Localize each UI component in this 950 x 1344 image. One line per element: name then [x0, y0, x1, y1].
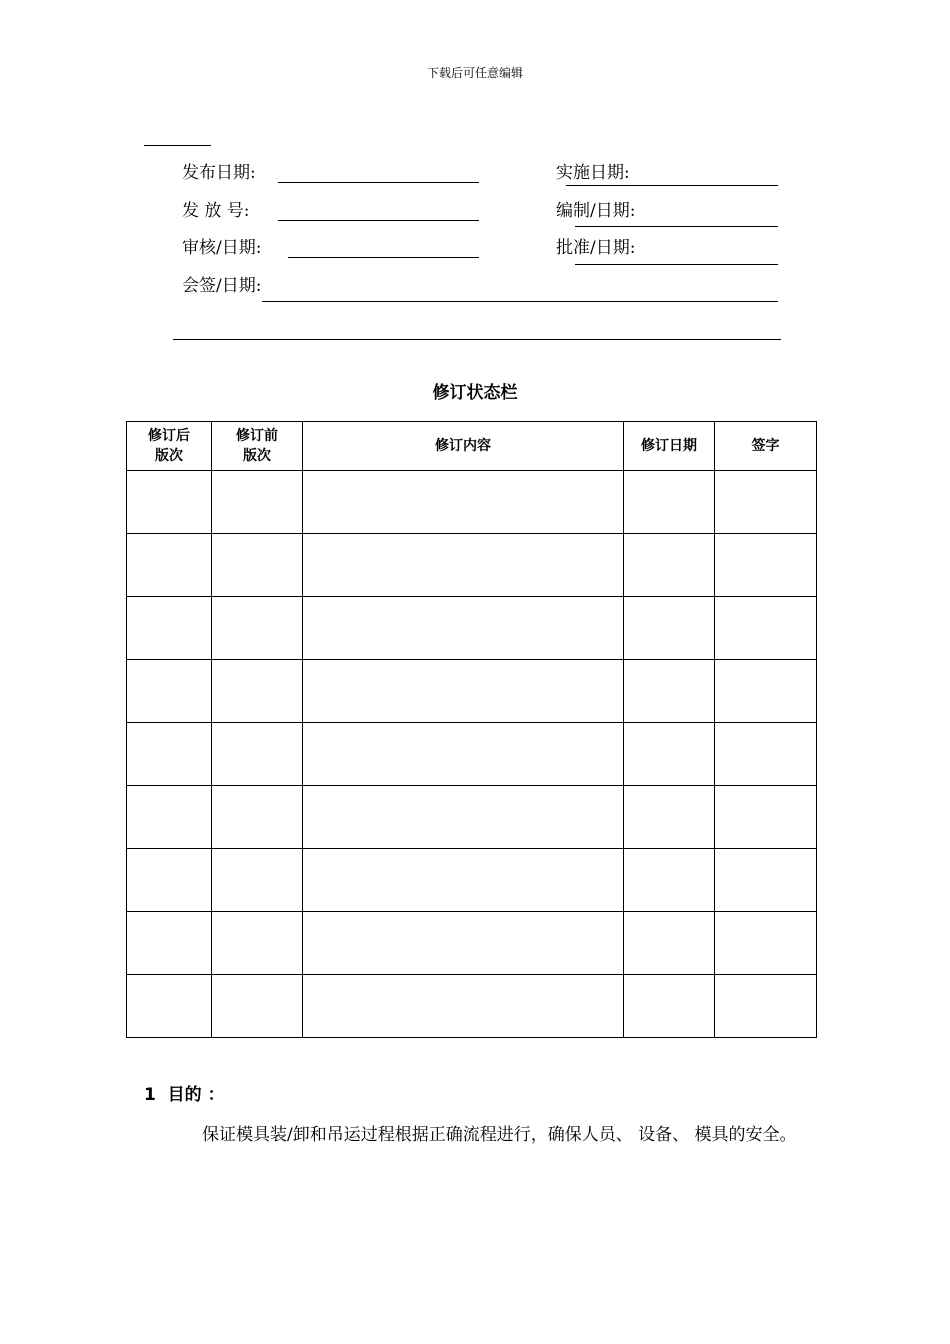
section-1-heading: 1 目的 ： — [144, 1085, 225, 1105]
table-row — [127, 471, 817, 534]
table-cell[interactable] — [127, 723, 212, 786]
table-cell[interactable] — [715, 975, 817, 1038]
reviewed-date-line[interactable] — [288, 257, 479, 258]
table-row — [127, 975, 817, 1038]
table-cell[interactable] — [715, 597, 817, 660]
col-header-after-version — [127, 422, 212, 471]
table-cell[interactable] — [715, 471, 817, 534]
table-cell[interactable] — [212, 660, 303, 723]
table-cell[interactable] — [127, 471, 212, 534]
table-cell[interactable] — [212, 786, 303, 849]
revision-table-body — [127, 471, 817, 1038]
table-cell[interactable] — [303, 534, 624, 597]
table-cell[interactable] — [624, 975, 715, 1038]
table-row — [127, 534, 817, 597]
col-header-date — [624, 422, 715, 471]
table-row — [127, 786, 817, 849]
table-cell[interactable] — [624, 849, 715, 912]
table-cell[interactable] — [303, 849, 624, 912]
table-cell[interactable] — [212, 471, 303, 534]
approved-date-line[interactable] — [575, 264, 778, 265]
col-header-before-version-text: 修订前 版次 — [236, 428, 278, 464]
table-row — [127, 660, 817, 723]
table-cell[interactable] — [127, 786, 212, 849]
prepared-date-line[interactable] — [575, 226, 778, 227]
table-cell[interactable] — [715, 660, 817, 723]
table-cell[interactable] — [127, 912, 212, 975]
table-cell[interactable] — [127, 975, 212, 1038]
table-row — [127, 723, 817, 786]
table-cell[interactable] — [624, 786, 715, 849]
table-cell[interactable] — [212, 723, 303, 786]
countersign-date-line[interactable] — [262, 301, 778, 302]
table-cell[interactable] — [715, 912, 817, 975]
table-cell[interactable] — [624, 534, 715, 597]
issue-number-line[interactable] — [278, 220, 479, 221]
table-cell[interactable] — [624, 471, 715, 534]
table-cell[interactable] — [715, 723, 817, 786]
table-cell[interactable] — [303, 912, 624, 975]
col-header-content — [303, 422, 624, 471]
table-header-row — [127, 422, 817, 471]
prepared-date-label: 编制/日期: — [556, 201, 636, 221]
section-1-body: 保证模具装/卸和吊运过程根据正确流程进行，确保人员、 设备、 模具的安全。 — [202, 1125, 797, 1145]
table-cell[interactable] — [127, 597, 212, 660]
table-cell[interactable] — [624, 912, 715, 975]
table-cell[interactable] — [303, 597, 624, 660]
table-cell[interactable] — [127, 849, 212, 912]
publish-date-line[interactable] — [278, 182, 479, 183]
col-header-after-version-text: 修订后 版次 — [148, 428, 190, 464]
table-cell[interactable] — [127, 660, 212, 723]
table-cell[interactable] — [624, 660, 715, 723]
table-cell[interactable] — [212, 912, 303, 975]
table-cell[interactable] — [127, 534, 212, 597]
header-note: 下载后可任意编辑 — [426, 66, 523, 80]
table-cell[interactable] — [715, 534, 817, 597]
table-cell[interactable] — [715, 849, 817, 912]
table-cell[interactable] — [212, 849, 303, 912]
table-cell[interactable] — [212, 534, 303, 597]
table-cell[interactable] — [212, 597, 303, 660]
table-cell[interactable] — [303, 723, 624, 786]
short-rule — [144, 145, 211, 146]
table-row — [127, 597, 817, 660]
col-header-signature-text: 签字 — [751, 438, 780, 454]
col-header-content-text: 修订内容 — [435, 438, 491, 454]
implement-date-label: 实施日期: — [556, 163, 630, 183]
countersign-date-label: 会签/日期: — [182, 276, 262, 296]
table-cell[interactable] — [303, 786, 624, 849]
table-cell[interactable] — [624, 723, 715, 786]
divider-rule — [173, 339, 781, 340]
table-row — [127, 849, 817, 912]
table-cell[interactable] — [715, 786, 817, 849]
table-cell[interactable] — [303, 471, 624, 534]
revision-table-title: 修订状态栏 — [432, 383, 518, 403]
table-cell[interactable] — [212, 975, 303, 1038]
table-cell[interactable] — [303, 660, 624, 723]
table-cell[interactable] — [624, 597, 715, 660]
col-header-signature — [715, 422, 817, 471]
implement-date-line[interactable] — [566, 185, 778, 186]
table-row — [127, 912, 817, 975]
reviewed-date-label: 审核/日期: — [182, 238, 262, 258]
col-header-date-text: 修订日期 — [641, 438, 697, 454]
table-cell[interactable] — [303, 975, 624, 1038]
col-header-before-version — [212, 422, 303, 471]
approved-date-label: 批准/日期: — [556, 238, 636, 258]
revision-table — [126, 421, 817, 1038]
issue-number-label: 发 放 号: — [182, 201, 250, 221]
publish-date-label: 发布日期: — [182, 163, 256, 183]
